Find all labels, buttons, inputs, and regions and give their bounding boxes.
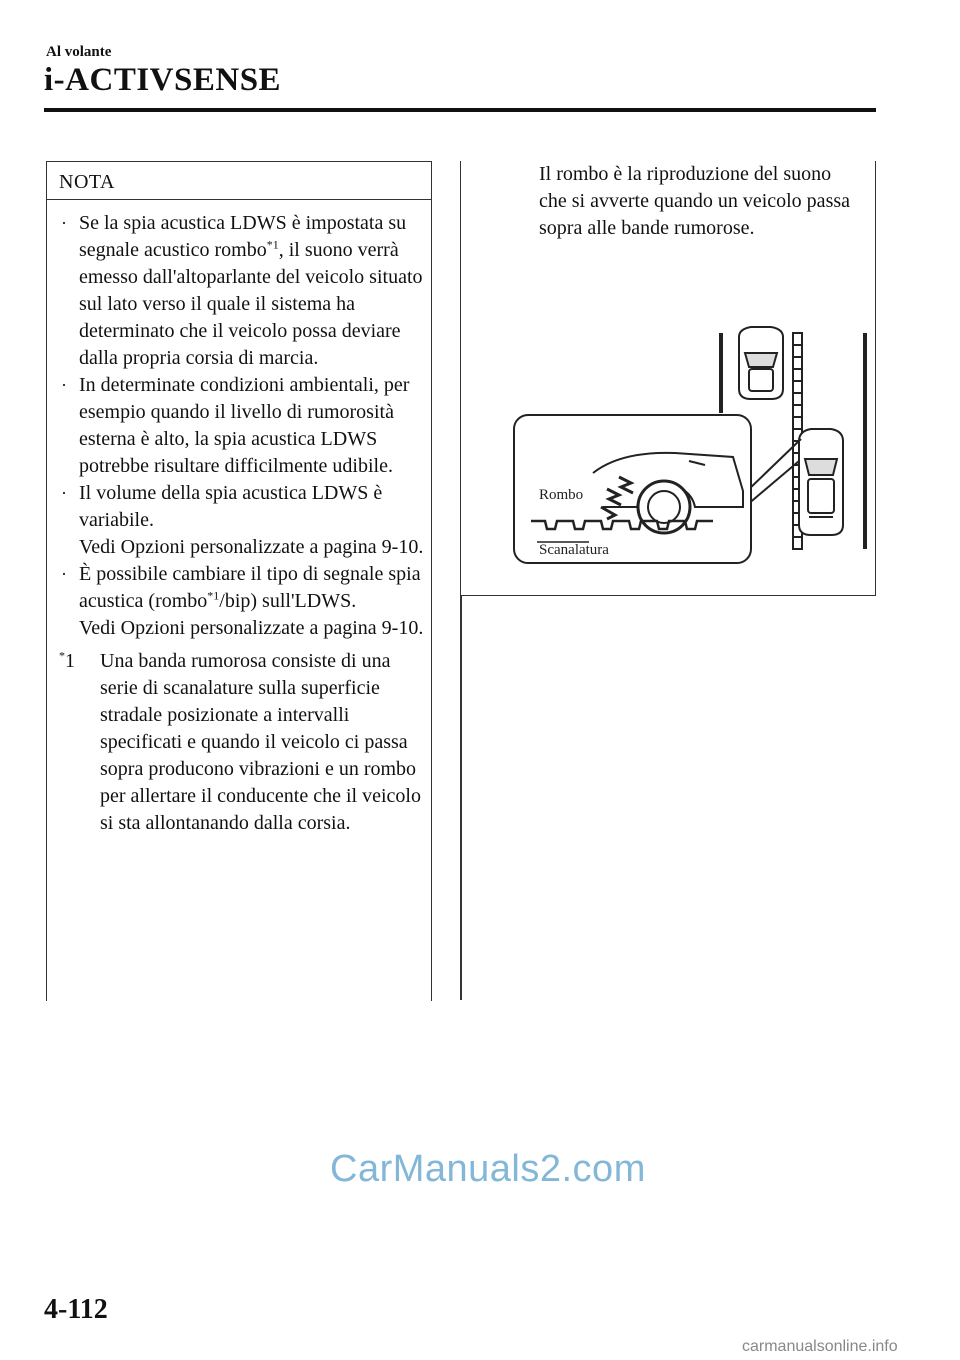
- note-item: [47, 561, 431, 642]
- page-number: 4-112: [44, 1294, 108, 1325]
- bullet-icon: ·: [61, 213, 67, 233]
- lane-line-right: [863, 333, 867, 549]
- note-item-text: , il suono verrà emesso dall'altoparlante del veicolo situato sul lato verso il quale il sistema ha determinato che il veicolo possa deviare dalla propria corsia di marcia.: [79, 239, 423, 369]
- note-item-reference: Vedi Opzioni personalizzate a pagina 9-10.: [79, 536, 424, 558]
- bullet-icon: ·: [61, 564, 67, 584]
- note-item-text: /bip) sull'LDWS.: [219, 590, 357, 612]
- note-item-reference: Vedi Opzioni personalizzate a pagina 9-10.: [79, 617, 424, 639]
- footnote-mark: *1: [59, 648, 75, 672]
- note-heading: NOTA: [47, 162, 431, 200]
- label-rombo: Rombo: [539, 487, 584, 503]
- note-list: [47, 200, 431, 642]
- bullet-icon: ·: [61, 375, 67, 395]
- note-item: [47, 210, 431, 372]
- note-item-text: Se la spia acustica LDWS è impostata su segnale acustico rombo: [79, 212, 407, 261]
- lane-line-left: [719, 333, 723, 413]
- label-scanalatura: Scanalatura: [539, 542, 609, 558]
- footnote-ref: *1: [266, 237, 279, 252]
- footer-site-link[interactable]: carmanualsonline.info: [742, 1338, 898, 1355]
- illustration-box: [460, 161, 876, 596]
- footnote-text: Una banda rumorosa consiste di una serie di scanalature sulla superficie stradale posizionate a intervalli specificati e quando il veicolo ci passa sopra producono vibrazioni e un rombo per allertare il conducente che il veicolo si sta allontanando dalla corsia.: [100, 650, 421, 834]
- watermark: CarManuals2.com: [330, 1148, 646, 1190]
- footnote: [47, 648, 431, 837]
- title-rule: [44, 108, 876, 112]
- column-divider: [460, 595, 462, 1000]
- bullet-icon: ·: [61, 483, 67, 503]
- note-box: [46, 161, 432, 1001]
- illustration-caption: Il rombo è la riproduzione del suono che si avverte quando un veicolo passa sopra alle bande rumorose.: [539, 163, 851, 239]
- section-label: Al volante: [46, 44, 112, 60]
- note-item: [47, 372, 431, 480]
- car-ahead: [739, 327, 783, 399]
- note-item: [47, 480, 431, 561]
- footnote-ref: *1: [207, 588, 220, 603]
- note-item-text: È possibile cambiare il tipo di segnale spia acustica (rombo: [79, 563, 421, 612]
- car-on-strip: [799, 429, 843, 535]
- page-title: i-ACTIVSENSE: [44, 62, 282, 98]
- note-item-text: In determinate condizioni ambientali, per esempio quando il livello di rumorosità esterna è alto, la spia acustica LDWS potrebbe risultare difficilmente udibile.: [79, 374, 410, 477]
- note-item-text: Il volume della spia acustica LDWS è variabile.: [79, 482, 383, 531]
- rumble-strip-illustration: [461, 161, 875, 595]
